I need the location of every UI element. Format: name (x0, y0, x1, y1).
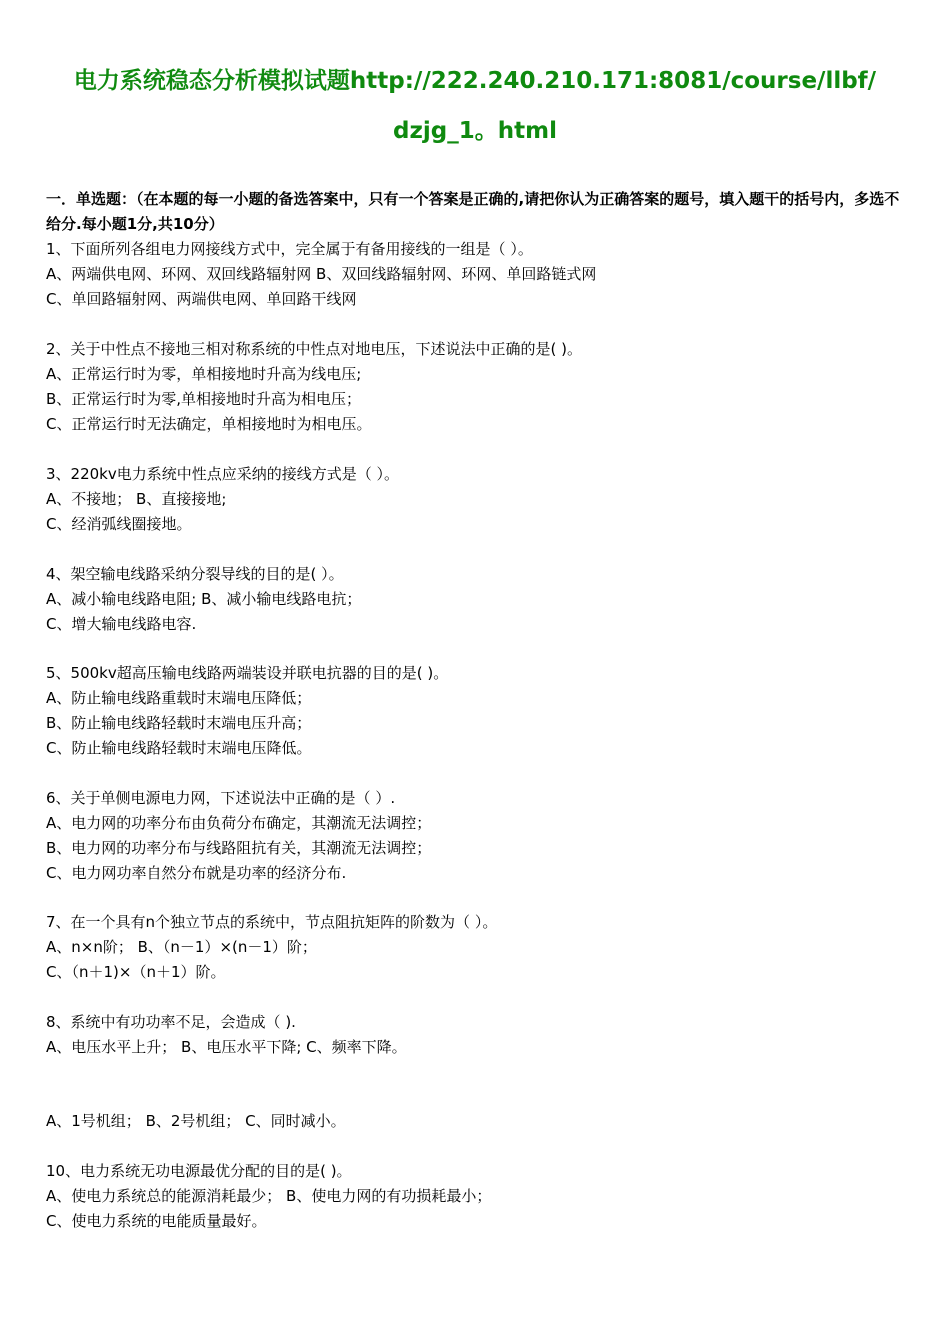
question-6-option-a: A、电力网的功率分布由负荷分布确定，其潮流无法调控； (46, 814, 432, 832)
question-3-stem: 3、220kv电力系统中性点应采纳的接线方式是（ ）。 (46, 465, 400, 483)
question-6-option-c: C、电力网功率自然分布就是功率的经济分布. (46, 864, 347, 882)
question-3-option-line: A、不接地； B、直接接地; (46, 490, 227, 508)
question-8-stem: 8、系统中有功功率不足，会造成（ ). (46, 1013, 296, 1031)
question-9-option-line: A、1号机组； B、2号机组； C、同时减小。 (46, 1112, 346, 1130)
section-heading: 一．单选题：（在本题的每一小题的备选答案中，只有一个答案是正确的,请把你认为正确答案的题号，填入题干的括号内，多选不给分.每小题1分,共10分） (46, 190, 900, 233)
question-5-option-a: A、防止输电线路重载时末端电压降低； (46, 689, 312, 707)
question-1-stem: 1、下面所列各组电力网接线方式中，完全属于有备用接线的一组是（ ）。 (46, 240, 533, 258)
question-10-option-line: A、使电力系统总的能源消耗最少； B、使电力网的有功损耗最小； (46, 1187, 492, 1205)
question-3-option-line: C、经消弧线圈接地。 (46, 515, 192, 533)
question-4-stem: 4、架空输电线路采纳分裂导线的目的是( ）。 (46, 565, 344, 583)
question-1-option-line: C、单回路辐射网、两端供电网、单回路干线网 (46, 290, 357, 308)
question-5-option-c: C、防止输电线路轻载时末端电压降低。 (46, 739, 312, 757)
question-7-option-line: C、（n＋1)×（n＋1）阶。 (46, 963, 226, 981)
question-8-option-line: A、电压水平上升； B、电压水平下降; C、频率下降。 (46, 1038, 407, 1056)
question-2-option-a: A、正常运行时为零，单相接地时升高为线电压; (46, 365, 362, 383)
question-7-option-line: A、n×n阶； B、（n－1）×(n－1）阶； (46, 938, 317, 956)
question-10-option-line: C、使电力系统的电能质量最好。 (46, 1212, 267, 1230)
question-2-option-b: B、正常运行时为零,单相接地时升高为相电压； (46, 390, 362, 408)
question-6-option-b: B、电力网的功率分布与线路阻抗有关，其潮流无法调控； (46, 839, 432, 857)
question-5-stem: 5、500kv超高压输电线路两端装设并联电抗器的目的是( )。 (46, 664, 449, 682)
question-4-option-line: C、增大输电线路电容. (46, 615, 197, 633)
question-2-stem: 2、关于中性点不接地三相对称系统的中性点对地电压，下述说法中正确的是( )。 (46, 340, 583, 358)
question-2-option-c: C、正常运行时无法确定，单相接地时为相电压。 (46, 415, 372, 433)
question-6-stem: 6、关于单侧电源电力网，下述说法中正确的是（ ）. (46, 789, 396, 807)
question-7-stem: 7、在一个具有n个独立节点的系统中，节点阻抗矩阵的阶数为（ ）。 (46, 913, 498, 931)
document-title-line2: dzjg_1。html (393, 118, 557, 144)
question-4-option-line: A、减小输电线路电阻; B、减小输电线路电抗； (46, 590, 362, 608)
document-title-line1: 电力系统稳态分析模拟试题http://222.240.210.171:8081/course/llbf/ (73, 68, 877, 94)
question-10-stem: 10、电力系统无功电源最优分配的目的是( )。 (46, 1162, 352, 1180)
question-1-option-line: A、两端供电网、环网、双回线路辐射网 B、双回线路辐射网、环网、单回路链式网 (46, 265, 597, 283)
question-5-option-b: B、防止输电线路轻载时末端电压升高； (46, 714, 312, 732)
